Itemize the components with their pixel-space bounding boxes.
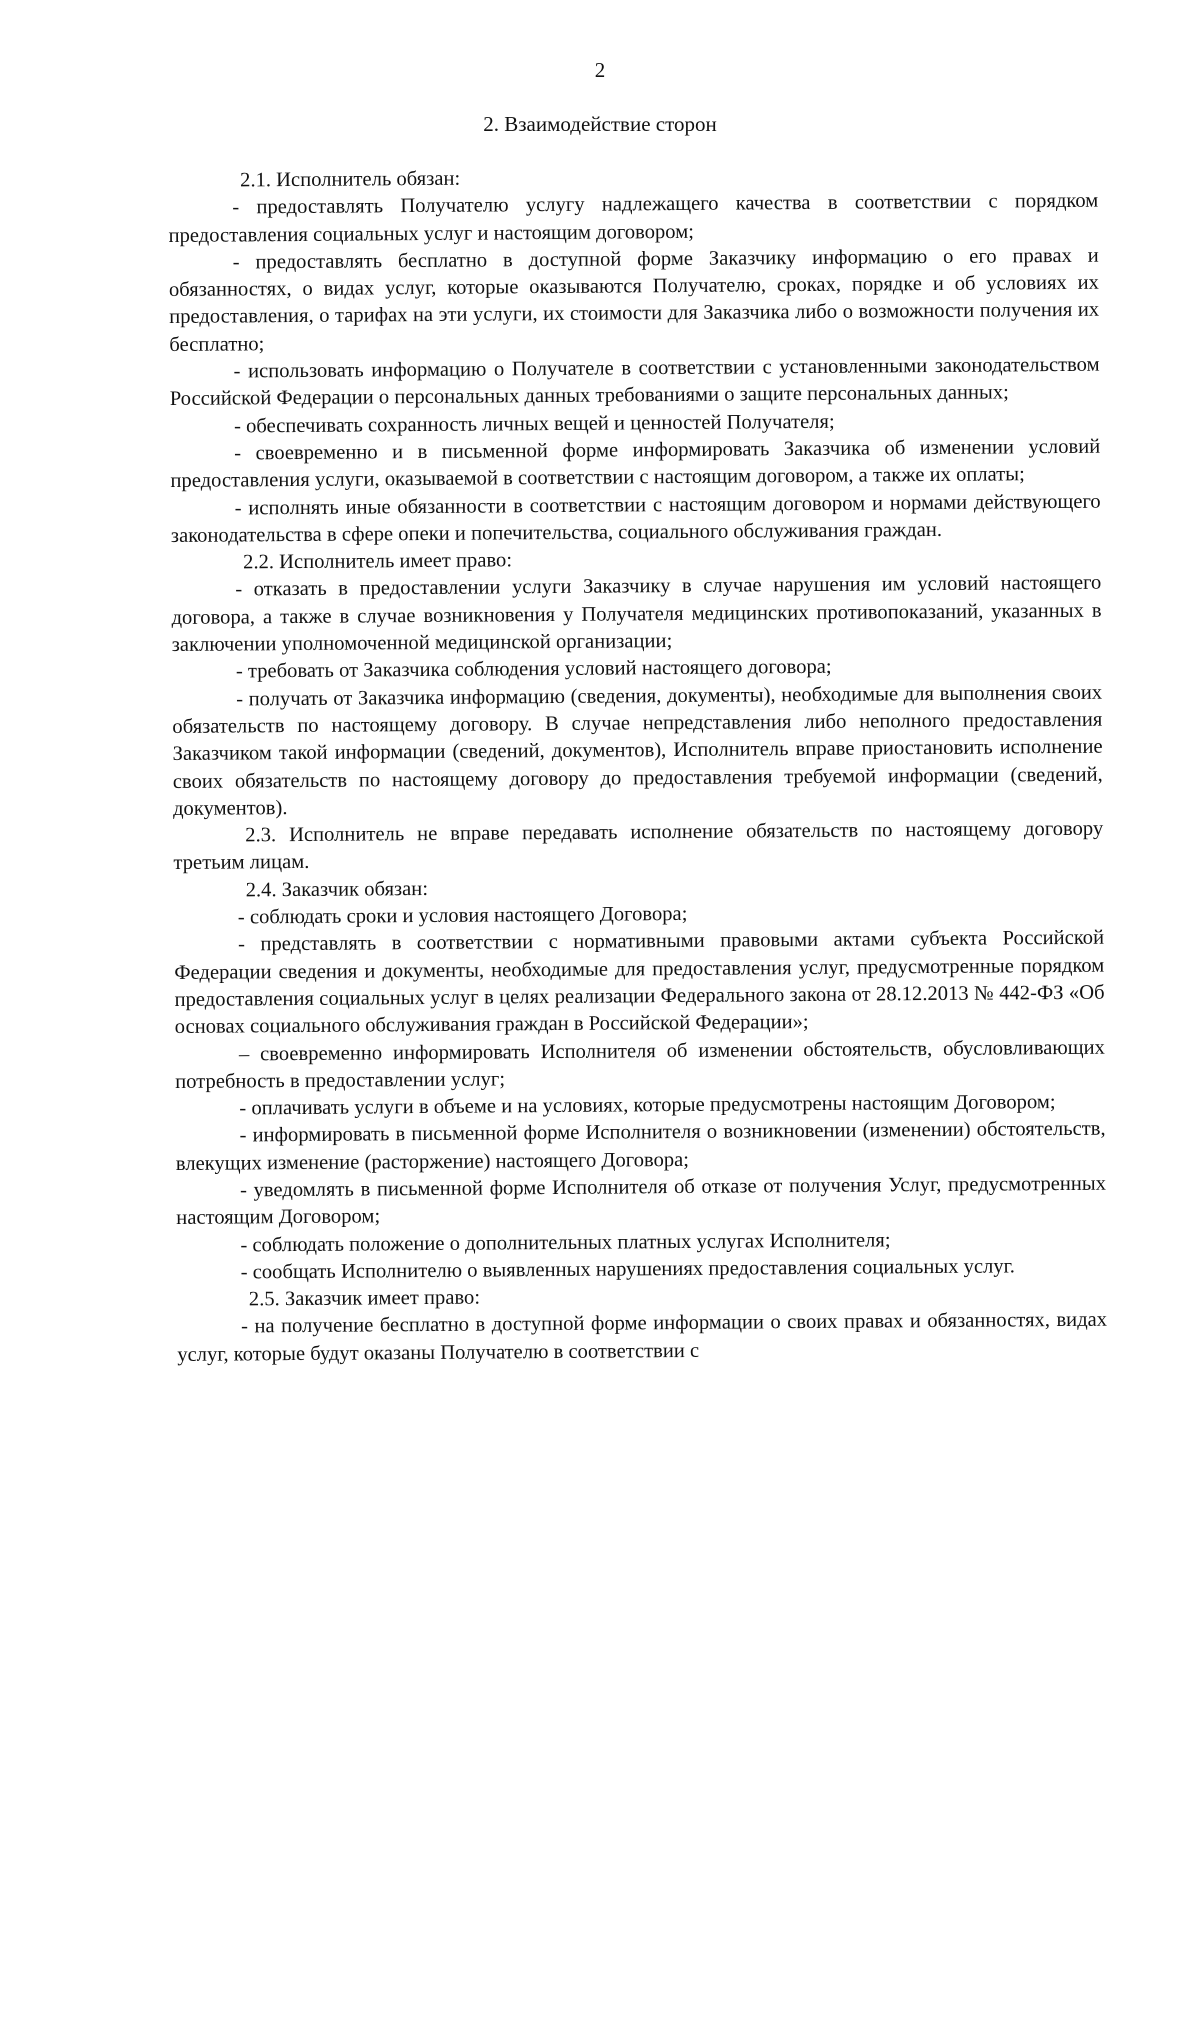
clause-item: - соблюдать положение о дополнительных платных услугах Исполнителя; [240,1228,891,1257]
clause-item: - информировать в письменной форме Исполнителя о возникновении (изменении) обстоятельств, влекущих изменение (расторжение) настоящего Договора; [175,1118,1106,1175]
clause-item: - отказать в предоставлении услуги Заказчику в случае нарушения им условий настоящего договора, а также в случае возникновения у Получателя медицинских противопоказаний, указанных в заключении уполномоченной медицинской организации; [171,572,1102,657]
section-title: 2. Взаимодействие сторон [483,112,717,136]
document-body [168,161,1107,1369]
clause-heading: 2.3. Исполнитель не вправе передавать исполнение обязательств по настоящему договору третьим лицам. [173,817,1104,875]
clause-item: - представлять в соответствии с нормативными правовыми актами субъекта Российской Федерации сведения и документы, необходимые для предоставления услуг, предусмотренные порядком предоставления социальных услуг в целях реализации Федерального закона от 28.12.2013 № 442-ФЗ «Об основах социального обслуживания граждан в Российской Федерации»; [174,926,1105,1039]
clause-heading: 2.2. Исполнитель имеет право: [243,549,513,574]
clause-item: - предоставлять Получателю услугу надлежащего качества в соответствии с порядком предоставления социальных услуг и настоящим договором; [168,189,1099,247]
clause-item: - на получение бесплатно в доступной форме информации о своих правах и обязанностях, видах услуг, которые будут оказаны Получателю в соответствии с [177,1309,1108,1366]
clause-item: - своевременно и в письменной форме информировать Заказчика об изменении условий предоставления услуги, оказываемой в соответствии с настоящим договором, а также их оплаты; [170,435,1101,493]
clause-item: - получать от Заказчика информацию (сведения, документы), необходимые для выполнения своих обязательств по настоящему договору. В случае непредставления либо неполного предоставления Заказчиком такой информации (сведений, документов), Исполнитель вправе приостановить исполнение своих обязательств по настоящему договору до предоставления требуемой информации (сведений, документов). [172,681,1103,820]
clause-item: - обеспечивать сохранность личных вещей и ценностей Получателя; [233,410,835,438]
clause-heading: 2.1. Исполнитель обязан: [240,167,461,192]
page-number: 2 [594,58,606,82]
clause-heading: 2.5. Заказчик имеет право: [248,1286,481,1311]
clause-item: - оплачивать услуги в объеме и на условиях, которые предусмотрены настоящим Договором; [239,1091,1056,1120]
clause-item: – своевременно информировать Исполнителя об изменении обстоятельств, обусловливающих потребность в предоставлении услуг; [175,1036,1106,1093]
clause-item: - уведомлять в письменной форме Исполнителя об отказе от получения Услуг, предусмотренных настоящим Договором; [176,1172,1107,1230]
clause-item: - сообщать Исполнителю о выявленных нарушениях предоставления социальных услуг. [240,1255,1016,1284]
clause-item: - требовать от Заказчика соблюдения условий настоящего договора; [235,656,832,683]
clause-item: - соблюдать сроки и условия настоящего Договора; [237,902,688,929]
clause-item: - предоставлять бесплатно в доступной форме Заказчику информацию о его правах и обязанностях, о видах услуг, которые оказываются Получателю, сроках, порядке и об условиях их предоставления, о тарифах на эти услуги, их стоимости для Заказчика либо о возможности получения их бесплатно; [168,244,1100,356]
clause-heading: 2.4. Заказчик обязан: [245,877,429,902]
clause-item: - исполнять иные обязанности в соответствии с настоящим договором и нормами действующего законодательства в сфере опеки и попечительства, социального обслуживания граждан. [170,490,1101,547]
clause-item: - использовать информацию о Получателе в соответствии с установленными законодательством Российской Федерации о персональных данных требованиями о защите персональных данных; [169,353,1100,411]
